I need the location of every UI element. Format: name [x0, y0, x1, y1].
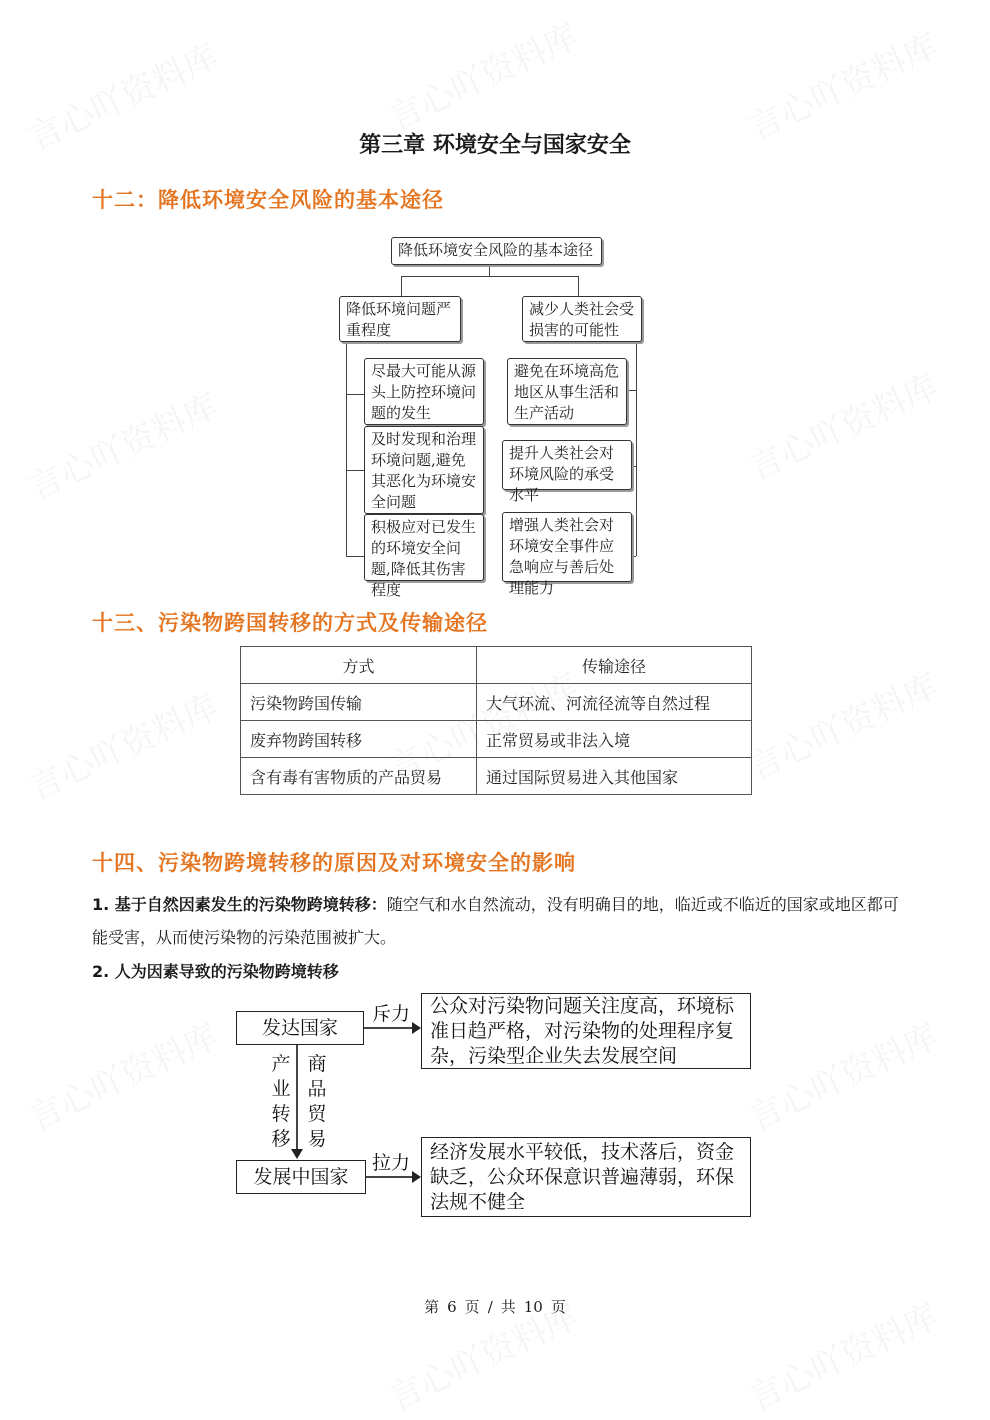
table-cell: 正常贸易或非法入境	[477, 721, 752, 758]
table-header-cell: 传输途径	[477, 647, 752, 684]
page-number: 6	[447, 1298, 457, 1316]
section-12-title: 十二：降低环境安全风险的基本途径	[92, 188, 444, 212]
table-cell: 大气环流、河流径流等自然过程	[477, 684, 752, 721]
pull-label: 拉力	[372, 1152, 411, 1174]
page-footer	[0, 1296, 990, 1317]
industry-transfer-label: 产业转移	[271, 1053, 291, 1150]
paragraph-heading: 1. 基于自然因素发生的污染物跨境转移：	[92, 895, 387, 914]
footer-text: 共	[500, 1298, 516, 1316]
right-branch-node: 减少人类社会受损害的可能性	[522, 296, 642, 342]
table-cell: 通过国际贸易进入其他国家	[477, 758, 752, 795]
right-item-1: 避免在环境高危地区从事生活和生产活动	[507, 358, 627, 425]
table-cell: 污染物跨国传输	[241, 684, 477, 721]
push-factor-desc: 公众对污染物问题关注度高，环境标准日趋严格，对污染物的处理程序复杂，污染型企业失去发展空间	[421, 993, 751, 1069]
transfer-table	[240, 646, 752, 795]
table-row	[241, 684, 752, 721]
pull-factor-desc: 经济发展水平较低，技术落后，资金缺乏，公众环保意识普遍薄弱，环保法规不健全	[421, 1137, 751, 1217]
left-item-2: 及时发现和治理环境问题,避免其恶化为环境安全问题	[364, 426, 484, 514]
total-pages: 10	[523, 1298, 543, 1316]
chapter-title: 第三章 环境安全与国家安全	[359, 133, 631, 158]
section-14-title: 十四、污染物跨境转移的原因及对环境安全的影响	[92, 851, 576, 875]
table-cell: 废弃物跨国转移	[241, 721, 477, 758]
right-item-2: 提升人类社会对环境风险的承受水平	[502, 440, 632, 490]
root-node: 降低环境安全风险的基本途径	[391, 237, 602, 265]
table-row	[241, 758, 752, 795]
push-label: 斥力	[372, 1003, 411, 1025]
paragraph-natural-transfer	[92, 888, 912, 954]
table-row	[241, 721, 752, 758]
paragraph-human-transfer-heading: 2. 人为因素导致的污染物跨境转移	[92, 962, 339, 981]
left-branch-node: 降低环境问题严重程度	[339, 296, 461, 342]
goods-trade-label: 商品贸易	[307, 1053, 327, 1150]
footer-text: 页	[550, 1298, 566, 1316]
left-item-1: 尽最大可能从源头上防控环境问题的发生	[364, 358, 484, 425]
footer-separator: /	[487, 1298, 493, 1316]
left-item-3: 积极应对已发生的环境安全问题,降低其伤害程度	[364, 514, 484, 581]
footer-text: 页	[464, 1298, 480, 1316]
section-13-title: 十三、污染物跨国转移的方式及传输途径	[92, 611, 488, 635]
table-header-row	[241, 647, 752, 684]
developing-country-node: 发展中国家	[236, 1160, 366, 1194]
paragraph-body: 随空气和水自然流动，没有明确目的地，临近或不临近的国家或地区都可能受害，从而使污染物的污染范围被扩大。	[92, 895, 899, 947]
table-header-cell: 方式	[241, 647, 477, 684]
footer-text: 第	[424, 1298, 440, 1316]
table-cell: 含有毒有害物质的产品贸易	[241, 758, 477, 795]
developed-country-node: 发达国家	[236, 1011, 364, 1045]
right-item-3: 增强人类社会对环境安全事件应急响应与善后处理能力	[502, 512, 632, 582]
